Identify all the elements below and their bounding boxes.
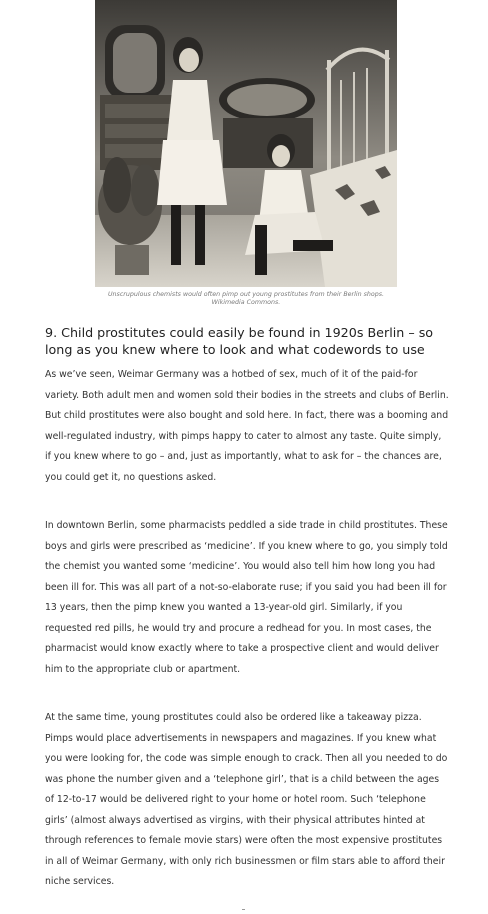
photo-illustration bbox=[95, 0, 397, 287]
photo-caption: Unscrupulous chemists would often pimp out young prostitutes from their Berlin shops. Wikimedia Commons. bbox=[107, 291, 385, 306]
section-heading: 9. Child prostitutes could easily be found in 1920s Berlin – so long as you knew where to look and what codewords to use bbox=[45, 325, 434, 357]
paragraph-3: At the same time, young prostitutes could also be ordered like a takeaway pizza. Pimps would place advertisements in newspapers and magazines. If you knew what you were looking for, the code was simple enough to crack. Then all you needed to do was phone the number given and a ‘telephone girl’, that is a child between the ages of 12-to-17 would be delivered right to your home or hotel room. Such ‘telephone girls’ (almost always advertised as virgins, with their physical attributes hinted at through references to female movie stars) were often the most expensive prostitutes in all of Weimar Germany, with only rich businessmen or film stars able to afford their niche services. bbox=[45, 712, 448, 887]
page-divider-mark bbox=[242, 909, 245, 910]
article-photo bbox=[95, 0, 397, 287]
paragraph-2: In downtown Berlin, some pharmacists peddled a side trade in child prostitutes. These boys and girls were prescribed as ‘medicine’. If you knew where to go, you simply told the chemist you wanted some ‘medicine’. You would also tell him how long you had been ill for. This was all part of a not-so-elaborate ruse; if you said you had been ill for 13 years, then the pimp knew you wanted a 13-year-old girl. Similarly, if you requested red pills, he would try and procure a redhead for you. In most cases, the pharmacist would know exactly where to take a prospective client and would deliver him to the appropriate club or apartment. bbox=[45, 520, 448, 675]
paragraph-1: As we’ve seen, Weimar Germany was a hotbed of sex, much of it of the paid-for variety. Both adult men and women sold their bodies in the streets and clubs of Berlin. But child prostitutes were also bought and sold here. In fact, there was a booming and well-regulated industry, with pimps happy to cater to almost any taste. Quite simply, if you knew where to go – and, just as importantly, what to ask for – the chances are, you could get it, no questions asked. bbox=[45, 369, 449, 483]
